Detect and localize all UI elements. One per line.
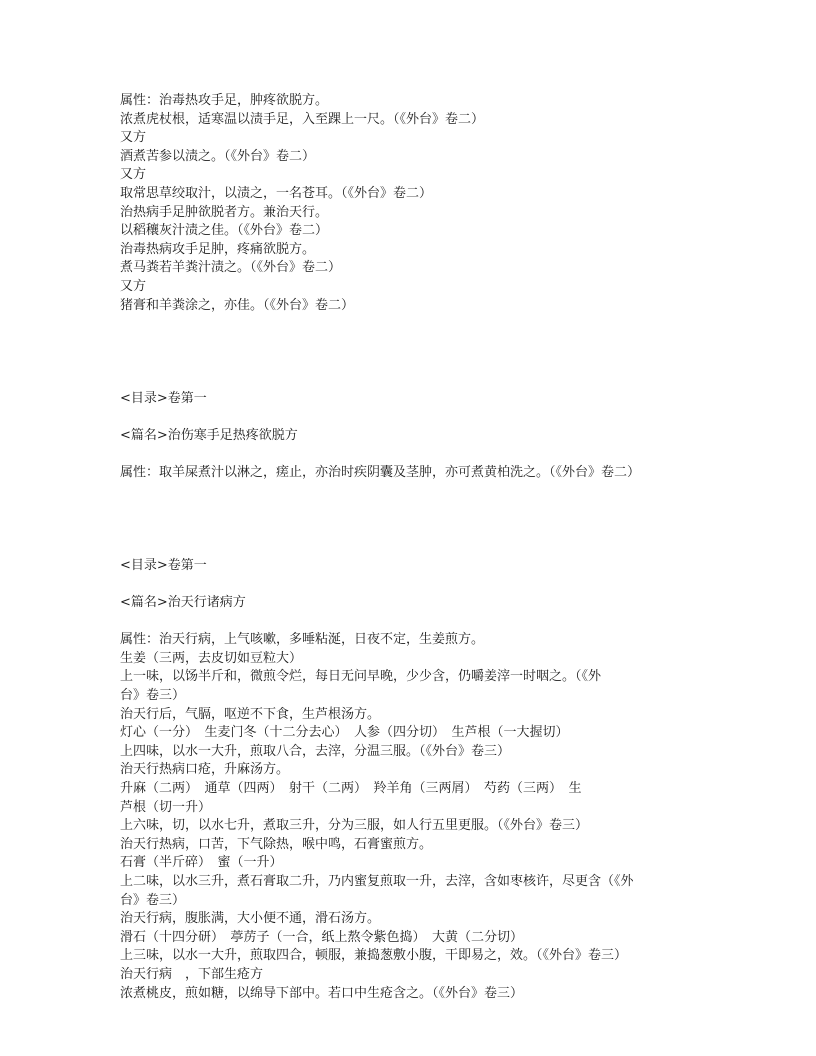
spacer bbox=[120, 575, 700, 594]
spacer bbox=[120, 315, 700, 371]
text-line: 滑石（十四分研） 葶苈子（一合，纸上熬令紫色捣） 大黄（二分切） bbox=[120, 929, 524, 945]
text-line: 石膏（半斤碎） 蜜（一升） bbox=[120, 855, 283, 871]
text-line: 又方 bbox=[120, 278, 147, 294]
document-page bbox=[120, 92, 700, 1003]
section-remedies-hands-feet bbox=[120, 92, 700, 315]
chapter-heading: <篇名>治伤寒手足热疼欲脱方 bbox=[120, 427, 298, 443]
text-line: 治天行热病口疮，升麻汤方。 bbox=[120, 762, 290, 778]
text-line: 上三味，以水一大升，煎取四合，顿服，兼捣葱敷小腹，干即易之，效。（《外台》卷三） bbox=[120, 948, 628, 964]
text-line: 治天行病 ，下部生疮方 bbox=[120, 966, 264, 982]
chapter-heading: <篇名>治天行诸病方 bbox=[120, 595, 246, 611]
text-line: 治天行病，腹胀满，大小便不通，滑石汤方。 bbox=[120, 911, 381, 927]
text-line: 以稻穰灰汁渍之佳。（《外台》卷二） bbox=[120, 223, 329, 239]
catalog-heading: <目录>卷第一 bbox=[120, 557, 207, 573]
text-line: 猪膏和羊粪涂之，亦佳。（《外台》卷二） bbox=[120, 297, 355, 313]
spacer bbox=[120, 613, 700, 632]
text-line: 浓煮虎杖根，适寒温以渍手足，入至踝上一尺。（《外台》卷二） bbox=[120, 111, 485, 127]
text-line: 浓煮桃皮，煎如糖，以绵导下部中。若口中生疮含之。（《外台》卷三） bbox=[120, 985, 524, 1001]
text-line: 取常思草绞取汁，以渍之，一名苍耳。（《外台》卷二） bbox=[120, 185, 433, 201]
section-tianxing-diseases bbox=[120, 557, 700, 1003]
text-line: 上二味，以水三升，煮石膏取二升，乃内蜜复煎取一升，去滓，含如枣核许，尽更含（《外 bbox=[120, 873, 634, 889]
spacer bbox=[120, 482, 700, 538]
section-shanghan-hands-feet bbox=[120, 390, 700, 483]
text-line: 治天行后，气膈，呕逆不下食，生芦根汤方。 bbox=[120, 706, 381, 722]
text-line: 又方 bbox=[120, 130, 147, 146]
text-line: 酒煮苦参以渍之。（《外台》卷二） bbox=[120, 148, 316, 164]
spacer bbox=[120, 445, 700, 464]
catalog-heading: <目录>卷第一 bbox=[120, 390, 207, 406]
text-line: 又方 bbox=[120, 167, 147, 183]
text-line: 上一味，以饧半斤和，微煎令烂，每日无问早晚，少少含，仍嚼姜滓一时咽之。（《外 bbox=[120, 669, 602, 685]
text-line: 升麻（二两） 通草（四两） 射干（二两） 羚羊角（三两屑） 芍药（三两） 生 bbox=[120, 781, 582, 796]
text-line: 治毒热病攻手足肿，疼痛欲脱方。 bbox=[120, 241, 316, 257]
spacer bbox=[120, 371, 700, 390]
text-line: 生姜（三两，去皮切如豆粒大） bbox=[120, 650, 303, 666]
text-line: 属性：治毒热攻手足，肿疼欲脱方。 bbox=[120, 93, 329, 108]
spacer bbox=[120, 538, 700, 557]
text-line: 治天行热病，口苦，下气除热，喉中鸣，石膏蜜煎方。 bbox=[120, 836, 433, 852]
text-line: 芦根（切一升） bbox=[120, 799, 212, 815]
spacer bbox=[120, 408, 700, 427]
attribute-line: 属性：取羊屎煮汁以淋之，瘥止，亦治时疾阴囊及茎肿，亦可煮黄柏洗之。（《外台》卷二） bbox=[120, 464, 641, 480]
text-line: 台》卷三） bbox=[120, 688, 186, 704]
text-line: 属性：治天行病，上气咳嗽，多唾粘涎，日夜不定，生姜煎方。 bbox=[120, 632, 485, 648]
text-line: 煮马粪若羊粪汁渍之。（《外台》卷二） bbox=[120, 260, 342, 276]
text-line: 灯心（一分） 生麦门冬（十二分去心） 人参（四分切） 生芦根（一大握切） bbox=[120, 725, 569, 741]
text-line: 上四味，以水一大升，煎取八合，去滓，分温三服。（《外台》卷三） bbox=[120, 743, 511, 759]
text-line: 上六味，切，以水七升，煮取三升，分为三服，如人行五里更服。（《外台》卷三） bbox=[120, 818, 589, 834]
text-line: 台》卷三） bbox=[120, 892, 186, 908]
text-line: 治热病手足肿欲脱者方。兼治天行。 bbox=[120, 204, 329, 220]
